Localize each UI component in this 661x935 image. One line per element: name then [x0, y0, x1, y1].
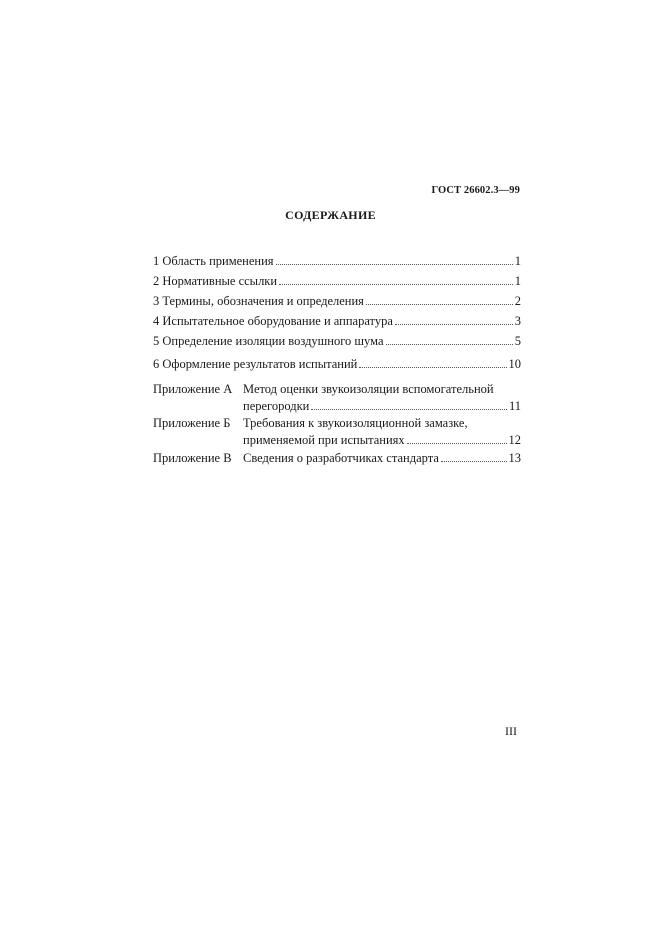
appendix-title-line1: Сведения о разработчиках стандарта [243, 451, 439, 465]
toc-entry-page: 1 [514, 254, 521, 268]
appendix-name: Приложение А [153, 382, 233, 396]
toc-entry-label: 5 Определение изоляции воздушного шума [153, 334, 384, 348]
appendix-title-line1: Метод оценки звукоизоляции вспомогательной [243, 382, 494, 396]
document-code: ГОСТ 26602.3—99 [431, 185, 520, 196]
page-title: СОДЕРЖАНИЕ [285, 208, 376, 222]
leader-dots [366, 294, 513, 305]
leader-dots [395, 314, 513, 325]
toc-entry[interactable] [153, 314, 521, 329]
appendix-name: Приложение В [153, 451, 232, 465]
toc-entry-page: 10 [508, 357, 521, 371]
page-number: III [505, 724, 517, 738]
toc-entry-label: 6 Оформление результатов испытаний [153, 357, 358, 371]
leader-dots [386, 334, 513, 345]
appendix-title-line2: применяемой при испытаниях [243, 433, 405, 447]
toc-entry-page: 5 [514, 334, 521, 348]
toc-entry-label: 1 Область применения [153, 254, 274, 268]
toc-entry-label: 2 Нормативные ссылки [153, 274, 278, 288]
appendix-title-line1: Требования к звукоизоляционной замазке, [243, 416, 468, 430]
leader-dots [311, 399, 507, 410]
appendix-page: 11 [508, 399, 521, 413]
appendix-name: Приложение Б [153, 416, 231, 430]
toc-entry[interactable] [153, 334, 521, 349]
appendix-page: 12 [508, 433, 521, 447]
appendix-page: 13 [508, 451, 521, 465]
toc-entry[interactable] [153, 274, 521, 289]
leader-dots [359, 357, 506, 368]
toc-entry-page: 1 [514, 274, 521, 288]
toc-entry-page: 3 [514, 314, 521, 328]
toc-entry-label: 3 Термины, обозначения и определения [153, 294, 364, 308]
leader-dots [407, 433, 507, 444]
leader-dots [441, 451, 507, 462]
toc-entry[interactable] [153, 357, 521, 372]
toc-entry-page: 2 [514, 294, 521, 308]
toc-entry[interactable] [153, 294, 521, 309]
leader-dots [279, 274, 513, 285]
toc-entry[interactable] [153, 254, 521, 269]
leader-dots [276, 254, 513, 265]
appendix-title-line2: перегородки [243, 399, 310, 413]
toc-entry-label: 4 Испытательное оборудование и аппаратура [153, 314, 393, 328]
